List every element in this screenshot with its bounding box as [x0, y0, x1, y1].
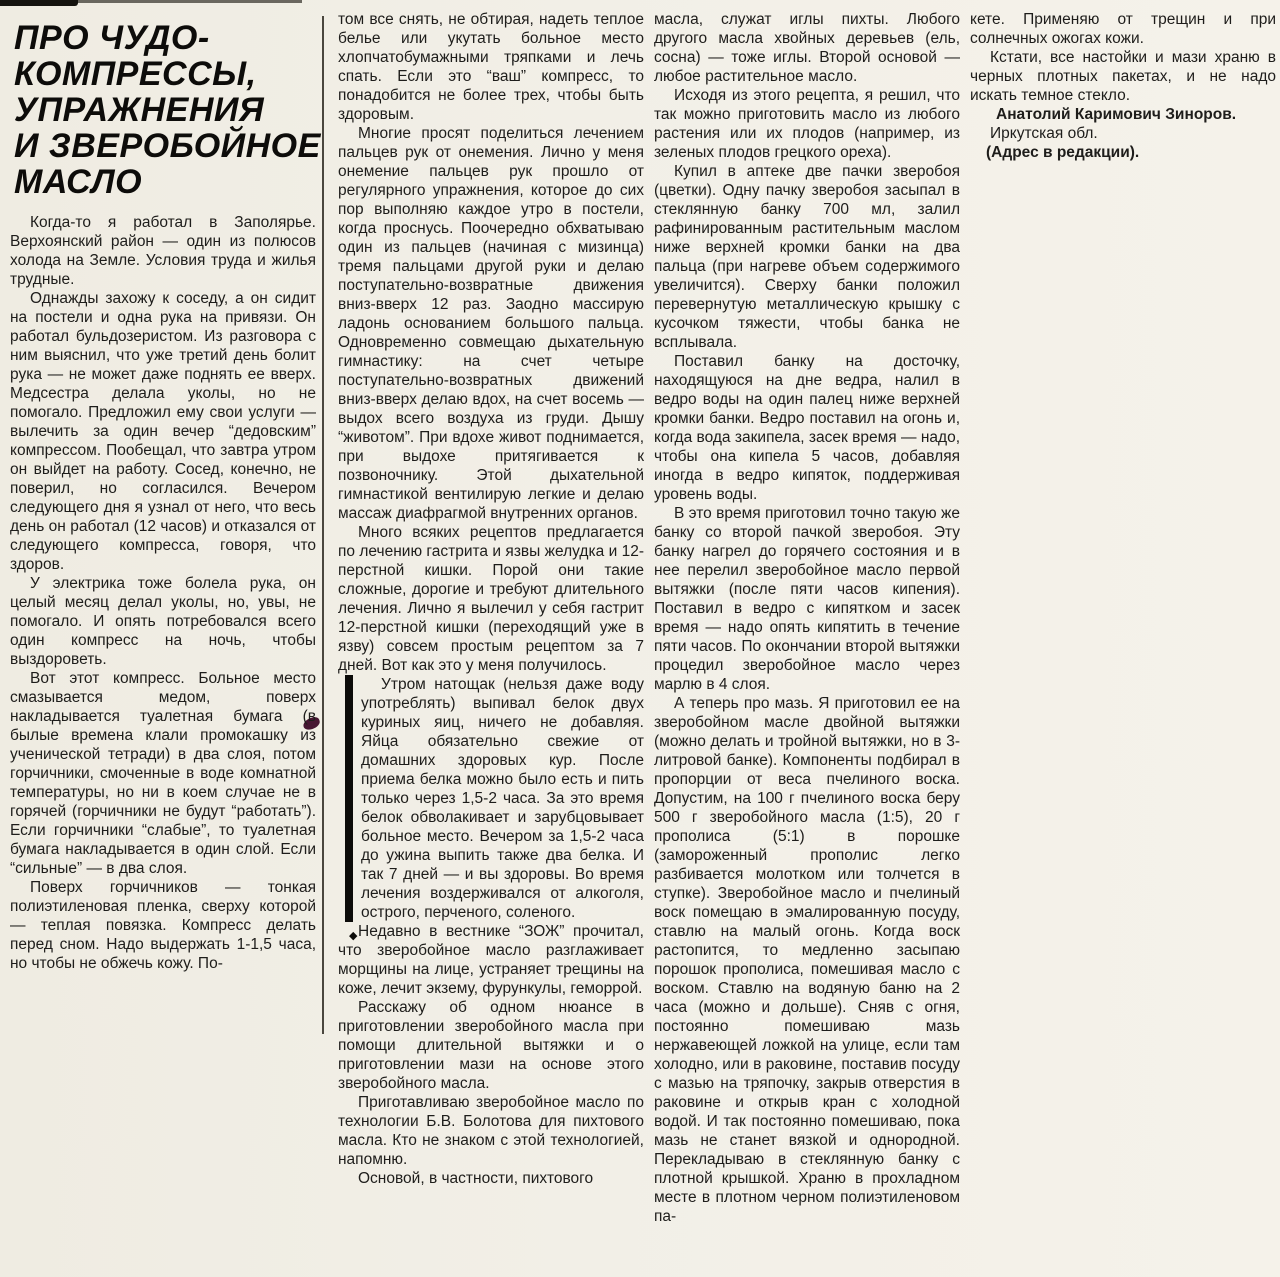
title-line: КОМПРЕССЫ, [14, 55, 257, 93]
paragraph: В это время приготовил точно такую же банку со второй пачкой зверобоя. Эту банку нагрел до горячего состояния и в нее перелил зверобойное масло первой вытяжки (после пяти часов кипения). Поставил в ведро с кипятком и засек время — надо опять кипятить в течение пяти часов. По окончании второй вытяжки процедил зверобойное масло через марлю в 4 слоя. [654, 505, 960, 693]
column-4-text [970, 10, 1276, 162]
paragraph: Однажды захожу к соседу, а он сидит на постели и одна рука на привязи. Он работал бульдозеристом. Из разговора с ним выяснил, что уже третий день болит рука — не может даже поднять ее вверх. Медсестра делала уколы, но не помогало. Предложил ему свои услуги — вылечить за один вечер “дедовским” компрессом. Пообещал, что завтра утром он выйдет на работу. Сосед, конечно, не поверил, но согласился. Вечером следующего дня я узнал от него, что весь день он работал (12 часов) и отказался от следующего компресса, говоря, что здоров. [10, 290, 316, 573]
paragraph: масла, служат иглы пихты. Любого другого масла хвойных деревьев (ель, сосна) — тоже иглы. Второй основой — любое растительное масло. [654, 11, 960, 85]
title-line: МАСЛО [14, 163, 143, 201]
paragraph: том все снять, не обтирая, надеть теплое белье или укутать больное место хлопчатобумажными тряпками и лечь спать. Если это “ваш” компресс, то понадобится не более трех, чтобы быть здоровым. [338, 11, 644, 123]
paragraph: Основой, в частности, пихтового [358, 1170, 594, 1187]
paragraph: кете. Применяю от трещин и при солнечных ожогах кожи. [970, 11, 1276, 47]
paragraph: Вот этот компресс. Больное место смазывается медом, поверх накладывается туалетная бумага (в былые времена клали промокашку из ученической тетради) в два слоя, потом горчичники, смоченные в воде комнатной температуры, но ни в коем случае не в горячей (горчичники не будут “работать”). Если горчичники “слабые”, то туалетная бумага накладывается в один слой. Если “сильные” — в два слоя. [10, 670, 316, 877]
scan-top-edge-mark [0, 0, 78, 6]
title-line: ПРО ЧУДО- [14, 19, 210, 57]
column-4 [970, 10, 1276, 162]
paragraph: ◆ Недавно в вестнике “ЗОЖ” прочитал, что зверобойное масло разглаживает морщины на лице, устраняет трещины на коже, лечит экзему, фурункулы, геморрой. [338, 922, 644, 998]
paragraph: Исходя из этого рецепта, я решил, что так можно приготовить масло из любого растения или их плодов (например, из зеленых плодов грецкого ореха). [654, 87, 960, 161]
highlighted-paragraph: Утром натощак (нельзя даже воду употреблять) выпивал белок двух куриных яиц, ничего не добавляя. Яйца обязательно свежие от домашних здоровых кур. После приема белка можно было есть и пить только через 1,5-2 часа. За это время белок обволакивает и зарубцовывает больное место. Вечером за 1,5-2 часа до ужина выпить также два белка. И так 7 дней — и вы здоровы. Во время лечения воздерживался от алкоголя, острого, перченого, соленого. [345, 675, 644, 922]
column-1 [10, 14, 321, 973]
column-divider-rule [322, 16, 324, 1034]
column-2-text [338, 10, 644, 1188]
paragraph: Приготавливаю зверобойное масло по технологии Б.В. Болотова для пихтового масла. Кто не знаком с этой технологией, напомню. [338, 1094, 644, 1168]
paragraph: Расскажу об одном нюансе в приготовлении зверобойного масла при помощи длительной вытяжки и о приготовлении мази на основе этого зверобойного масла. [338, 999, 644, 1092]
column-3-text [654, 10, 960, 1226]
paragraph: Поверх горчичников — тонкая полиэтиленовая пленка, сверху которой — теплая повязка. Компресс делать перед сном. Надо выдержать 1-1,5 часа, но чтобы не обжечь кожу. По- [10, 879, 316, 972]
paragraph: У электрика тоже болела рука, он целый месяц делал уколы, но, увы, не помогало. И опять потребовался всего один компресс на ночь, чтобы выздороветь. [10, 575, 316, 668]
paragraph: Много всяких рецептов предлагается по лечению гастрита и язвы желудка и 12-перстной кишки. Порой они такие сложные, дорогие и требуют длительного лечения. Лично я вылечил у себя гастрит 12-перстной кишки (переходящий уже в язву) совсем простым рецептом за 7 дней. Вот как это у меня получилось. [338, 524, 644, 674]
author-region: Иркутская обл. [990, 125, 1098, 142]
article-title [14, 19, 321, 201]
paragraph: Когда-то я работал в Заполярье. Верхоянский район — один из полюсов холода на Земле. Условия труда и жилья трудные. [10, 214, 316, 288]
title-line: УПРАЖНЕНИЯ [14, 91, 265, 129]
paragraph: А теперь про мазь. Я приготовил ее на зверобойном масле двойной вытяжки (можно делать и тройной вытяжки, но в 3-литровой банке). Компоненты подбирал в пропорции от веса пчелиного воска. Допустим, на 100 г пчелиного воска беру 500 г зверобойного масла (1:5), 20 г прополиса (5:1) в порошке (замороженный прополис легко разбивается молотком или толчется в ступке). Зверобойное масло и пчелиный воск помещаю в эмалированную посуду, ставлю на малый огонь. Когда воск растопится, то медленно засыпаю порошок прополиса, помешивая масло с воском. Ставлю на водяную баню на 2 часа (можно и дольше). Сняв с огня, постоянно помешиваю мазь нержавеющей ложкой на улице, если там холодно, или в раковине, поставив посуду с мазью на тряпочку, закрыв отверстия в раковине и открыв кран с холодной водой. И так постоянно помешиваю, пока мазь не станет вязкой и однородной. Перекладываю в стеклянную банку с плотной крышкой. Храню в прохладном месте в плотном черном полиэтиленовом па- [654, 695, 960, 1225]
column-2 [338, 10, 644, 1188]
column-3 [654, 10, 960, 1226]
paragraph: Поставил банку на досточку, находящуюся на дне ведра, налил в ведро воды на один палец ниже верхней кромки банки. Ведро поставил на огонь и, когда вода закипела, засек время — надо, чтобы она кипела 5 часов, добавляя иногда в ведро кипяток, поддерживая уровень воды. [654, 353, 960, 503]
paragraph: Многие просят поделиться лечением пальцев рук от онемения. Лично у меня онемение пальцев рук прошло от регулярного упражнения, которое до сих пор выполняю каждое утро в постели, когда проснусь. Поочередно обхватываю один из пальцев (начиная с мизинца) тремя пальцами другой руки и делаю поступательно-возвратные движения вниз-вверх 12 раз. Заодно массирую ладонь основанием большого пальца. Одновременно совмещаю дыхательную гимнастику: на счет четыре поступательно-возвратных движений вниз-вверх делаю вдох, на счет восемь — выдох всего воздуха из груди. Дышу “животом”. При вдохе живот поднимается, при выдохе притягивается к позвоночнику. Этой дыхательной гимнастикой вентилирую легкие и делаю массаж диафрагмой внутренних органов. [338, 125, 644, 522]
paragraph: Купил в аптеке две пачки зверобоя (цветки). Одну пачку зверобоя засыпал в стеклянную банку 700 мл, залил рафинированным растительным маслом ниже верхней кромки банки на два пальца (при нагреве объем содержимого увеличится). Сверху банки положил перевернутую металлическую крышку с кусочком тяжести, чтобы банка не всплывала. [654, 163, 960, 351]
title-line: И ЗВЕРОБОЙНОЕ [14, 127, 321, 165]
author-address-note: (Адрес в редакции). [986, 144, 1140, 161]
column-1-text [10, 213, 316, 973]
paragraph: Кстати, все настойки и мази храню в черных плотных пакетах, и не надо искать темное стекло. [970, 49, 1276, 104]
author-name: Анатолий Каримович Зиноров. [996, 106, 1237, 123]
